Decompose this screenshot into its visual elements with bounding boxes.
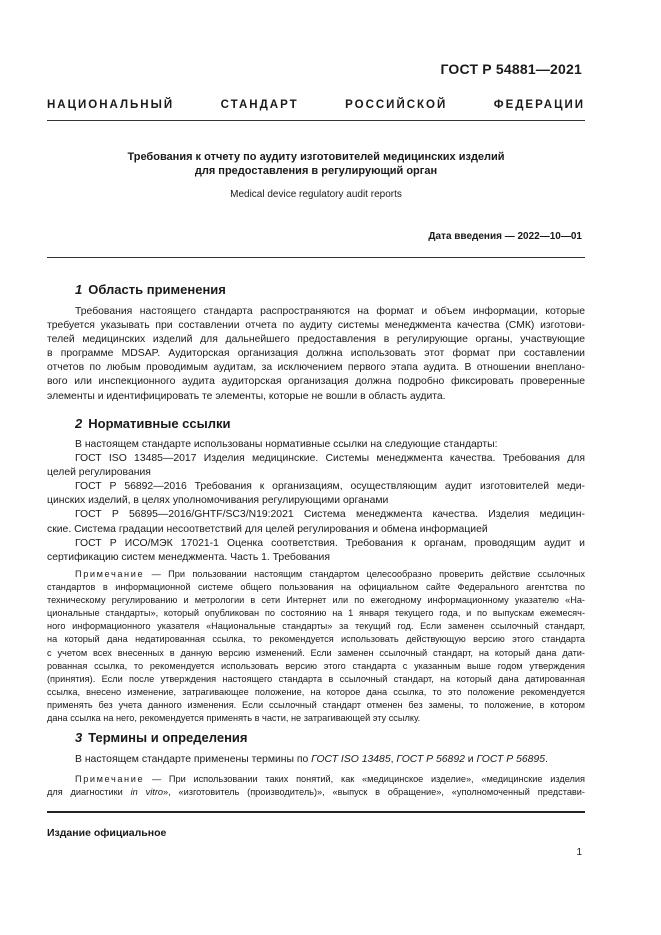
section-1-title: Область применения <box>88 282 226 297</box>
text-line: требуется указывать при составлении отчета по аудиту системы менеджмента качества (СМК) изготови- <box>47 320 585 332</box>
section-2-note <box>47 568 585 725</box>
reference-item: ГОСТ Р 56892—2016 Требования к организациям, осуществляющим аудит изготовителей меди- <box>75 481 585 493</box>
text-line: рованная ссылка, то рекомендуется использовать версию этого стандарта с указанным выше годом утверждения <box>47 660 585 671</box>
reference-gost-r-56895: ГОСТ Р 56895 <box>476 754 545 765</box>
page-number: 1 <box>576 847 582 858</box>
text-line: ссылка, внесено изменение, затрагивающее положение, на которое дана ссылка, то это положение рекомендуется <box>47 686 585 697</box>
text-line: Требования настоящего стандарта распространяются на формат и объем информации, которые <box>75 306 585 317</box>
text-line: В настоящем стандарте применены термины по ГОСТ ISO 13485, ГОСТ Р 56892 и ГОСТ Р 56895. <box>75 754 548 765</box>
section-3-number: 3 <box>75 730 83 745</box>
text-line: (принятия). Если после утверждения настоящего стандарта в ссылочный стандарт, на который дана датированная <box>47 673 585 684</box>
text-line: техническому регулированию и метрологии в сети Интернет или по ежегодному информационному указателю «На- <box>47 595 585 606</box>
text-line: телей медицинских изделий для дальнейшего предоставления в регулирующие органы, участвующие <box>47 334 585 346</box>
section-1-paragraph <box>47 305 585 404</box>
section-1-number: 1 <box>75 282 83 297</box>
section-3-note <box>47 773 585 799</box>
note-label: Примечание <box>75 774 145 784</box>
reference-item: ГОСТ ISO 13485—2017 Изделия медицинские. Системы менеджмента качества. Требования для <box>75 453 585 465</box>
text-line: для диагностики in vitro», «изготовитель (производитель)», «выпуск в обращение», «уполномоченный представи- <box>47 787 585 798</box>
text-line: циональные стандарты», который опубликован по состоянию на 1 января текущего года, и по выпускам ежемесяч- <box>47 608 585 619</box>
section-2-references <box>47 438 585 565</box>
text-line: ного информационного указателя «Национальные стандарты» за текущий год. Если заменен ссылочный стандарт, <box>47 621 585 632</box>
text-line: применять без учета данного изменения. Если ссылочный стандарт отменен без замены, то положение, в котором <box>47 699 585 710</box>
national-standard-heading: НАЦИОНАЛЬНЫЙ СТАНДАРТ РОССИЙСКОЙ ФЕДЕРАЦИИ <box>47 99 585 111</box>
edition-label: Издание официальное <box>47 827 167 839</box>
date-divider <box>47 257 585 258</box>
section-2-number: 2 <box>75 416 83 431</box>
text-line: В настоящем стандарте использованы нормативные ссылки на следующие стандарты: <box>75 439 498 450</box>
reference-item: ГОСТ Р ИСО/МЭК 17021-1 Оценка соответствия. Требования к органам, проводящим аудит и <box>75 537 585 549</box>
section-3-paragraph <box>47 753 585 767</box>
section-1-heading <box>75 282 226 297</box>
text-line: в программе MDSAP. Аудиторская организация должна использовать этот формат при составлении <box>47 348 585 360</box>
text-line: ские. Система градации несоответствий для целей регулирования и обмена информацией <box>47 523 488 535</box>
document-title <box>47 150 585 178</box>
standard-code: ГОСТ Р 54881—2021 <box>440 61 582 77</box>
note-label: Примечание <box>75 569 145 579</box>
document-title-english: Medical device regulatory audit reports <box>230 189 402 200</box>
text-line: с учетом всех внесенных в данную версию изменений. Если заменен ссылочный стандарт, на который дана дати- <box>47 647 585 658</box>
text-line: дана ссылка на него, рекомендуется применять в части, не затрагивающей эту ссылку. <box>47 713 421 724</box>
section-3-title: Термины и определения <box>88 730 248 745</box>
text-line: на который дана недатированная ссылка, то рекомендуется использовать действующую версию этого стандарта <box>47 634 585 645</box>
text-line: элементы и идентифицировать те элементы, которые не вошли в область аудита. <box>47 390 446 402</box>
header-divider <box>47 120 585 121</box>
text-line: Примечание — При использовании таких понятий, как «медицинское изделие», «медицинские изделия <box>75 774 585 784</box>
footer-divider <box>47 811 585 813</box>
reference-gost-r-56892: ГОСТ Р 56892 <box>396 754 465 765</box>
text-line: стандартов в информационной системе общего пользования на официальном сайте Федерального агентства по <box>47 582 585 593</box>
section-2-heading <box>75 416 230 431</box>
text-line: вого или инспекционного аудита аудиторская организация должна подробно фиксировать проверенные <box>47 376 585 388</box>
document-title-line-2: для предоставления в регулирующий орган <box>194 165 438 177</box>
effective-date: Дата введения — 2022—10—01 <box>428 231 582 242</box>
reference-gost-iso-13485: ГОСТ ISO 13485 <box>311 754 391 765</box>
text-line: цинских изделий, в целях уполномочивания регулирующими органами <box>47 495 389 507</box>
text-line: Примечание — При пользовании настоящим стандартом целесообразно проверить действие ссылочных <box>75 569 585 579</box>
text-line: целей регулирования <box>47 467 151 479</box>
section-3-heading <box>75 730 248 745</box>
text-line: сертификацию систем менеджмента. Часть 1. Требования <box>47 551 330 563</box>
text-line: отчетов по любым проводимым аудитам, за исключением первого этапа аудита. В отношении внеплано- <box>47 362 585 374</box>
reference-item: ГОСТ Р 56895—2016/GHTF/SC3/N19:2021 Система менеджмента качества. Изделия медицин- <box>75 509 585 521</box>
document-title-line-1: Требования к отчету по аудиту изготовителей медицинских изделий <box>127 151 505 163</box>
section-2-title: Нормативные ссылки <box>88 416 231 431</box>
